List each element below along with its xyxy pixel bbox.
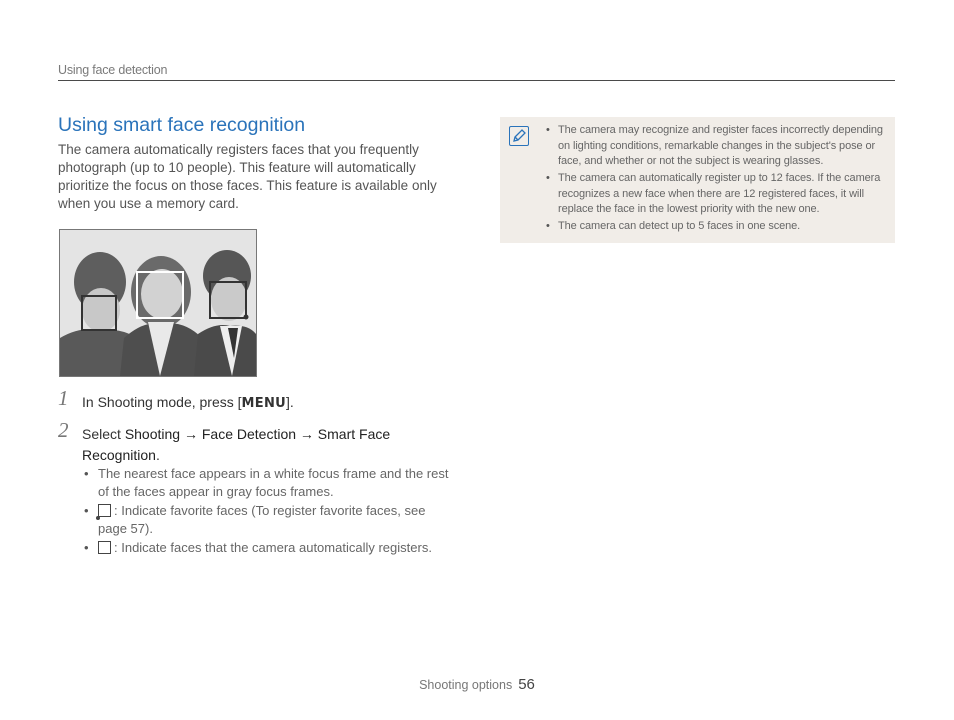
menu-key-label: MENU bbox=[241, 396, 286, 411]
breadcrumb: Using face detection bbox=[58, 63, 168, 77]
note-item: • The camera can automatically register up to 12 faces. If the camera recognizes a new face when there are 12 registered faces, it will replace the face in the lowest priority with the new one. bbox=[544, 171, 884, 218]
step-number: 2 bbox=[58, 418, 69, 442]
section-title: Using smart face recognition bbox=[58, 114, 306, 136]
sample-photo bbox=[59, 229, 257, 377]
header-rule bbox=[58, 80, 895, 81]
footer-section: Shooting options bbox=[419, 678, 513, 692]
note-box bbox=[500, 117, 895, 243]
intro-paragraph: The camera automatically registers faces that you frequently photograph (up to 10 people). This feature will automatically prioritize the focus on those faces. This feature is available only when you use a memory card. bbox=[58, 142, 437, 211]
note-item: • The camera may recognize and register faces incorrectly depending on lighting conditions, remarkable changes in the subject's pose or face, and whether or not the subject is wearing glasses. bbox=[544, 123, 884, 170]
list-item: • : Indicate faces that the camera automatically registers. bbox=[82, 539, 452, 557]
page-number: 56 bbox=[518, 676, 535, 693]
list-item: • : Indicate favorite faces (To register favorite faces, see page 57). bbox=[82, 502, 452, 538]
step-text: In Shooting mode, press [MENU]. bbox=[82, 394, 294, 411]
note-pencil-icon bbox=[509, 126, 529, 146]
step-bullets bbox=[82, 465, 452, 558]
note-list bbox=[544, 123, 884, 236]
favorite-face-frame-icon bbox=[98, 504, 111, 517]
step-number: 1 bbox=[58, 386, 69, 410]
page-footer bbox=[0, 676, 954, 693]
note-item: • The camera can detect up to 5 faces in one scene. bbox=[544, 219, 884, 235]
list-item: • The nearest face appears in a white focus frame and the rest of the faces appear in gray focus frames. bbox=[82, 465, 452, 501]
registered-face-frame-icon bbox=[98, 541, 111, 554]
menu-path: Shooting → Face Detection → Smart Face Recognition bbox=[82, 426, 391, 463]
step-text: Select Shooting → Face Detection → Smart Face Recognition. bbox=[82, 426, 391, 463]
